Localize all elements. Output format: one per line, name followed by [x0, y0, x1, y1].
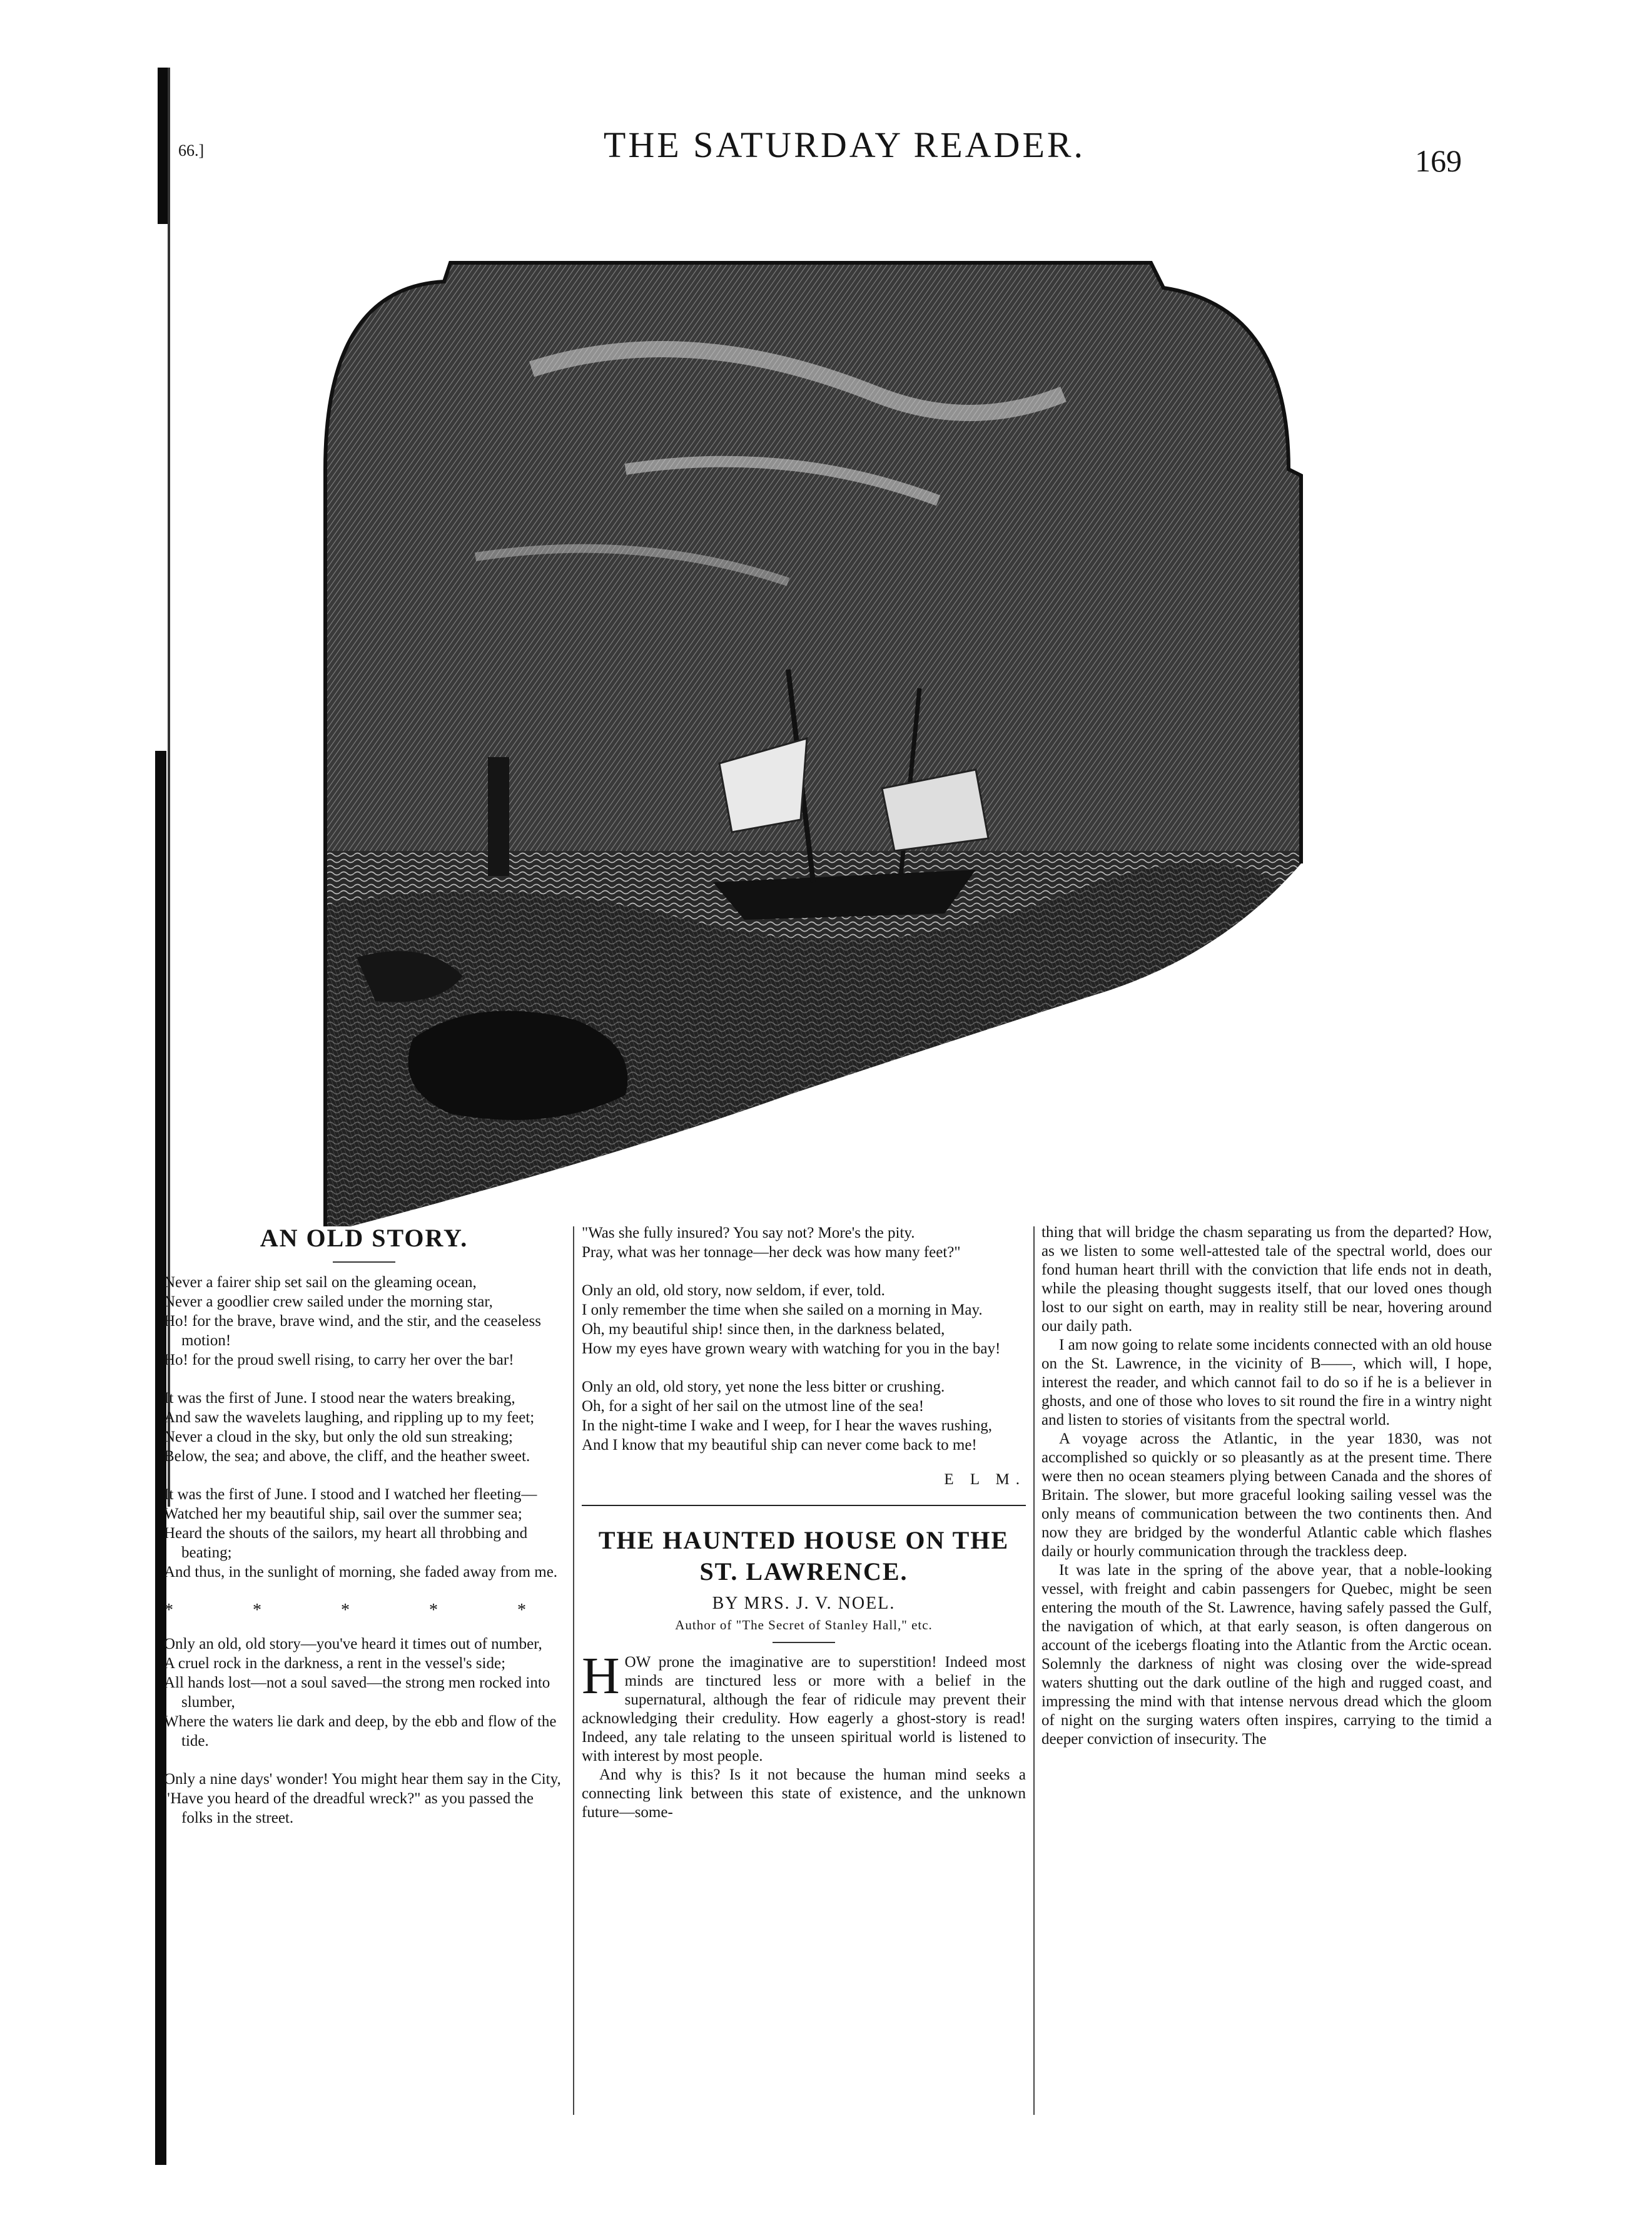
- poem-line: All hands lost—not a soul saved—the strong men rocked into slumber,: [164, 1674, 550, 1711]
- title-rule: [773, 1642, 835, 1643]
- poem-line: Ho! for the brave, brave wind, and the stir, and the ceaseless motion!: [164, 1313, 541, 1349]
- title-rule: [333, 1261, 395, 1263]
- section-stars: * * * * *: [165, 1601, 564, 1620]
- ship-in-storm-engraving-icon: [313, 206, 1314, 1226]
- poem-line: Oh, my beautiful ship! since then, in the darkness belated,: [582, 1321, 945, 1338]
- poem-line: It was the first of June. I stood and I watched her fleeting—: [164, 1486, 537, 1503]
- poem-stanza: [582, 1281, 1026, 1358]
- column-left: [164, 1223, 564, 1846]
- poem-line: How my eyes have grown weary with watching for you in the bay!: [582, 1340, 1001, 1357]
- poem-line: And saw the wavelets laughing, and rippling up to my feet;: [164, 1409, 535, 1426]
- poem-line: Pray, what was her tonnage—her deck was how many feet?": [582, 1244, 961, 1261]
- poem-line: Only an old, old story, now seldom, if ever, told.: [582, 1282, 885, 1299]
- poem-line: Never a goodlier crew sailed under the morning star,: [164, 1293, 493, 1310]
- column-rule: [573, 1226, 574, 2115]
- poem-line: Oh, for a sight of her sail on the utmost line of the sea!: [582, 1398, 925, 1415]
- poem-line: "Was she fully insured? You say not? More's the pity.: [582, 1224, 915, 1241]
- poem-stanza: [582, 1223, 1026, 1262]
- poem-line: Never a cloud in the sky, but only the old sun streaking;: [164, 1428, 513, 1445]
- story-author-note: Author of "The Secret of Stanley Hall," etc.: [675, 1617, 933, 1632]
- poem-line: A cruel rock in the darkness, a rent in the vessel's side;: [164, 1655, 506, 1672]
- poem-stanza: [164, 1273, 564, 1370]
- poem-stanza: [164, 1485, 564, 1582]
- poem-line: Only an old, old story, yet none the less bitter or crushing.: [582, 1378, 945, 1395]
- poem-line: In the night-time I wake and I weep, for I hear the waves rushing,: [582, 1417, 993, 1434]
- section-rule: [582, 1505, 1026, 1506]
- poem-line: Ho! for the proud swell rising, to carry her over the bar!: [164, 1352, 514, 1368]
- page-number: 169: [1415, 143, 1462, 178]
- poem-line: Watched her my beautiful ship, sail over the summer sea;: [164, 1505, 522, 1522]
- drop-cap: H: [582, 1647, 620, 1705]
- story-paragraph-text: OW prone the imaginative are to superstition! Indeed most minds are tinctured less or more with a belief in the supernatural, although the fear of ridicule may prevent their acknowledging their credulity. How eagerly a ghost-story is read! Indeed, any tale relating to the unseen spiritual world is listened to with interest by most people.: [582, 1654, 1026, 1764]
- poem-line: Never a fairer ship set sail on the gleaming ocean,: [164, 1274, 477, 1291]
- column-middle: [582, 1223, 1026, 1822]
- poem-stanza: [164, 1388, 564, 1466]
- story-paragraph: It was late in the spring of the above year, that a noble-looking vessel, with freight and cabin passengers for Quebec, might be seen entering the mouth of the St. Lawrence, having safely passed the Gulf, the navigation of which, at that early season, is often dangerous on account of the icebergs floating into the Atlantic from the Arctic ocean. Solemnly the darkness of night was closing over the wide-spread waters shutting out the dark outline of the high and rugged coast, and impressing the mind with that intense nervous dread which the gloom of night on the surging waters often inspires, carrying to the timid a deeper conviction of insecurity. The: [1041, 1562, 1492, 1748]
- column-rule: [1033, 1226, 1035, 2115]
- poem-line: I only remember the time when she sailed on a morning in May.: [582, 1301, 983, 1318]
- poem-stanza: [582, 1377, 1026, 1455]
- story-paragraph: A voyage across the Atlantic, in the year 1830, was not accomplished so quickly or so pleasantly as at the present time. There were then no ocean steamers plying between Canada and the shores of Britain. The slower, but more graceful looking sailing vessel was the only means of communication between the two continents then. And now they are bridged by the wonderful Atlantic cable which flashes daily or hourly communication through the trackless deep.: [1041, 1430, 1492, 1560]
- binding-edge-bar: [158, 68, 168, 224]
- story-paragraph: And why is this? Is it not because the human mind seeks a connecting link between this state of existence, and the unknown future—some-: [582, 1766, 1026, 1821]
- story-paragraph: thing that will bridge the chasm separating us from the departed? How, as we listen to some well-attested tale of the spectral world, does our fond human heart thrill with the conviction that life ends not in death, while the pleasing thought suggests itself, that our loved ones though lost to our sight on earth, may in reality still be near, hovering around our daily path.: [1041, 1224, 1492, 1335]
- running-title: THE SATURDAY READER.: [603, 125, 1086, 165]
- poem-stanza: [164, 1634, 564, 1751]
- poem-signature: E L M.: [944, 1471, 1026, 1488]
- story-paragraph: I am now going to relate some incidents connected with an old house on the St. Lawrence, in the vicinity of B——, which will, I hope, interest the reader, and which cannot fail to do so if he is a believer in ghosts, and one of those who loves to sit round the fire in a wintry night and listen to stories of visitants from the spectral world.: [1041, 1336, 1492, 1428]
- poem-line: Only a nine days' wonder! You might hear them say in the City,: [164, 1771, 561, 1788]
- poem-stanza: [164, 1769, 564, 1828]
- poem-line: Below, the sea; and above, the cliff, and the heather sweet.: [164, 1448, 530, 1465]
- header-edge-text: 66.]: [178, 141, 205, 160]
- poem-line: And I know that my beautiful ship can never come back to me!: [582, 1437, 977, 1454]
- poem-line: Heard the shouts of the sailors, my heart all throbbing and beating;: [164, 1525, 528, 1561]
- story-paragraph: [582, 1647, 1026, 1766]
- story-title: THE HAUNTED HOUSE ON THE ST. LAWRENCE.: [598, 1526, 1010, 1586]
- story-byline: BY MRS. J. V. NOEL.: [712, 1594, 896, 1613]
- poem-line: Where the waters lie dark and deep, by the ebb and flow of the tide.: [164, 1713, 557, 1749]
- poem-title: AN OLD STORY.: [260, 1224, 469, 1252]
- poem-line: Only an old, old story—you've heard it times out of number,: [164, 1636, 542, 1652]
- poem-line: It was the first of June. I stood near the waters breaking,: [164, 1390, 515, 1407]
- poem-line: And thus, in the sunlight of morning, she faded away from me.: [164, 1564, 558, 1581]
- column-right: [1041, 1223, 1492, 1749]
- poem-line: "Have you heard of the dreadful wreck?" as you passed the folks in the street.: [164, 1790, 534, 1826]
